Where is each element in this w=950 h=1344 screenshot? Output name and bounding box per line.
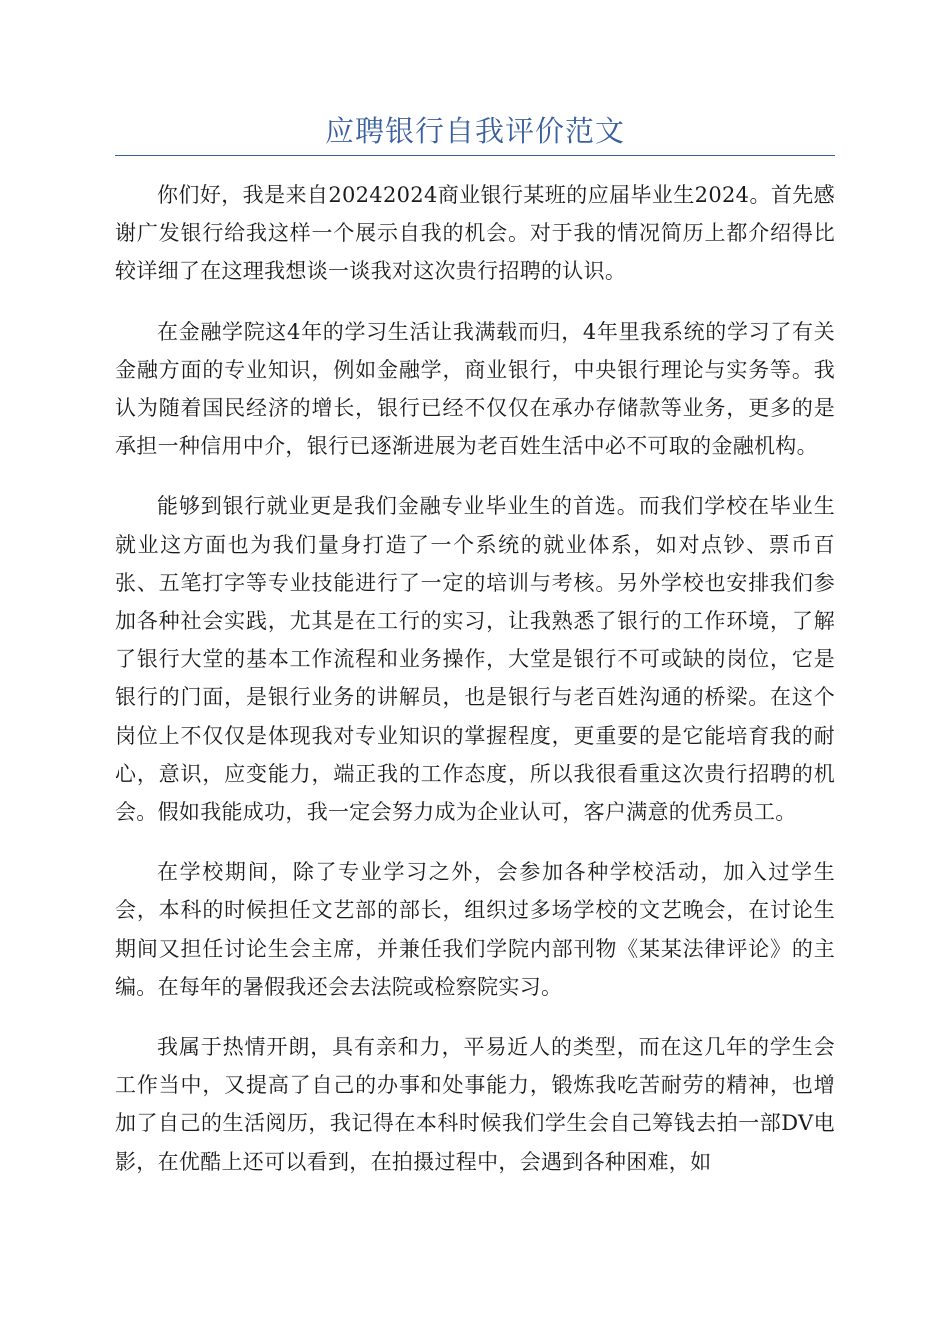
paragraph: 你们好，我是来自20242024商业银行某班的应届毕业生2024。首先感谢广发银行给我这样一个展示自我的机会。对于我的情况简历上都介绍得比较详细了在这理我想谈一谈我对这次贵行招聘的认识。	[115, 183, 835, 284]
document-body	[115, 176, 835, 1203]
paragraph: 能够到银行就业更是我们金融专业毕业生的首选。而我们学校在毕业生就业这方面也为我们量身打造了一个系统的就业体系，如对点钞、票币百张、五笔打字等专业技能进行了一定的培训与考核。另外学校也安排我们参加各种社会实践，尤其是在工行的实习，让我熟悉了银行的工作环境，了解了银行大堂的基本工作流程和业务操作，大堂是银行不可或缺的岗位，它是银行的门面，是银行业务的讲解员，也是银行与老百姓沟通的桥梁。在这个岗位上不仅仅是体现我对专业知识的掌握程度，更重要的是它能培育我的耐心，意识，应变能力，端正我的工作态度，所以我很看重这次贵行招聘的机会。假如我能成功，我一定会努力成为企业认可，客户满意的优秀员工。	[115, 494, 835, 825]
title-underline	[115, 155, 835, 156]
paragraph: 我属于热情开朗，具有亲和力，平易近人的类型，而在这几年的学生会工作当中，又提高了自己的办事和处事能力，锻炼我吃苦耐劳的精神，也增加了自己的生活阅历，我记得在本科时候我们学生会自己筹钱去拍一部DV电影，在优酷上还可以看到，在拍摄过程中，会遇到各种困难，如	[115, 1035, 835, 1174]
paragraph: 在金融学院这4年的学习生活让我满载而归，4年里我系统的学习了有关金融方面的专业知识，例如金融学，商业银行，中央银行理论与实务等。我认为随着国民经济的增长，银行已经不仅仅在承办存储款等业务，更多的是承担一种信用中介，银行已逐渐进展为老百姓生活中必不可取的金融机构。	[115, 319, 835, 459]
document-title: 应聘银行自我评价范文	[324, 114, 625, 148]
paragraph: 在学校期间，除了专业学习之外，会参加各种学校活动，加入过学生会，本科的时候担任文艺部的部长，组织过多场学校的文艺晚会，在讨论生期间又担任讨论生会主席，并兼任我们学院内部刊物《某某法律评论》的主编。在每年的暑假我还会去法院或检察院实习。	[115, 860, 835, 999]
